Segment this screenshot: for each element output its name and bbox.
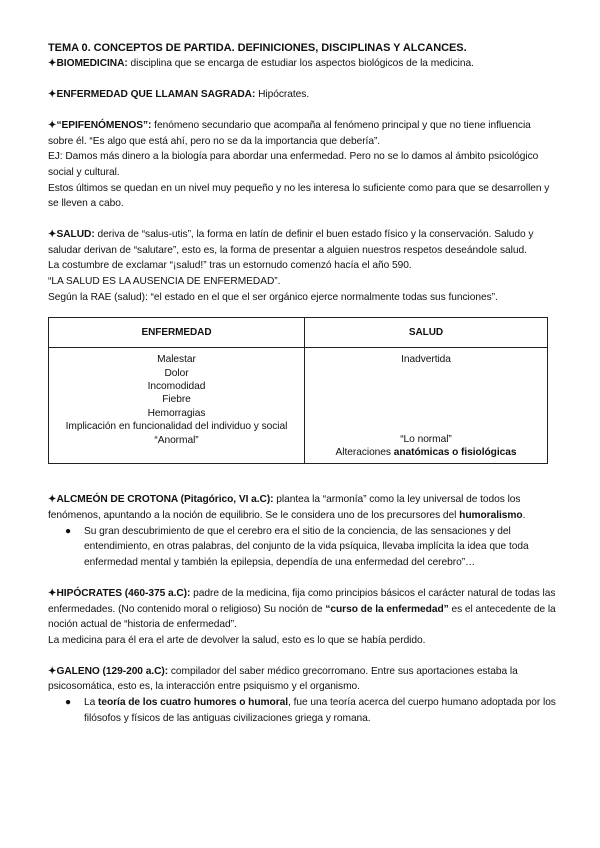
galeno-bullet-text: , fue una teoría acerca del cuerpo humano adoptada por los filósofos y físicos de las antiguas civilizaciones griega y romana. [84, 696, 556, 724]
epifenomenos-term: ✦“EPIFENÓMENOS”: [48, 120, 152, 132]
alcmeon-bullet-text: Su gran descubrimiento de que el cerebro era el sitio de la conciencia, de las sensaciones y del entendimiento, en otras palabras, del conjunto de la vida psíquica, llevaba implícita la idea que toda enfermedad mental y también la epilepsia, dependía de una enfermedad del cerebro”… [84, 525, 529, 568]
table-row [49, 348, 548, 464]
salud-alteraciones [311, 446, 541, 459]
salud-paragraph [48, 227, 558, 258]
list-item: Fiebre [162, 394, 191, 406]
salud-term: ✦SALUD: [48, 229, 95, 241]
galeno-paragraph [48, 664, 558, 695]
list-item: Hemorragias [147, 407, 206, 419]
list-item: “Anormal” [154, 434, 199, 446]
galeno-term: ✦GALENO (129-200 a.C): [48, 665, 169, 677]
list-item [65, 695, 558, 726]
hipocrates-text-2: es el antecedente de la noción actual de “historia de enfermedad”. [48, 603, 556, 631]
biomedicina-paragraph [48, 56, 558, 72]
cell-salud [305, 348, 548, 464]
list-item: Malestar [157, 354, 196, 366]
alcmeon-list [48, 524, 558, 571]
salud-text: deriva de “salus-utis”, la forma en latín de definir el buen estado físico y la conservación. Saludo y saludar derivan de “salutare”, esto es, la forma de presentar a alguien nuestros respetos deseándole salud. [48, 229, 534, 256]
list-item [65, 524, 558, 571]
alcmeon-text: plantea la “armonía” como la ley universal de todos los fenómenos, apuntando a la noción de equilibrio. Se le considera uno de los precursores del [48, 494, 521, 522]
list-item: Dolor [164, 367, 189, 379]
hipocrates-term: ✦HIPÓCRATES (460-375 a.C): [48, 587, 191, 599]
header-salud: SALUD [305, 318, 548, 348]
comparison-table [48, 317, 548, 464]
galeno-bullet-bold: teoría de los cuatro humores o humoral [98, 696, 289, 708]
alcmeon-paragraph [48, 492, 558, 523]
epifenomenos-extra: Estos últimos se quedan en un nivel muy pequeño y no les interesa lo suficiente como para que se desarrollen y se lleven a cabo. [48, 182, 550, 210]
salud-alt-bold: anatómicas o fisiológicas [393, 447, 517, 459]
document-page [48, 41, 558, 726]
salud-normal: “Lo normal” [400, 433, 452, 445]
biomedicina-term: ✦BIOMEDICINA: [48, 58, 128, 69]
bullet-icon: ● [65, 696, 72, 708]
cell-enfermedad [49, 348, 305, 464]
hipocrates-line-2: La medicina para él era el arte de devolver la salud, esto es lo que se había perdido. [48, 634, 426, 646]
galeno-bullet-prefix: La [84, 696, 99, 708]
galeno-text: compilador del saber médico grecorromano. Entre sus aportaciones estaba la psicosomática, esto es, la interacción entre psiquismo y el organismo. [48, 665, 518, 693]
galeno-list [48, 695, 558, 726]
salud-line-4: Según la RAE (salud): “el estado en el que el ser orgánico ejerce normalmente todas sus funciones”. [48, 291, 498, 303]
hipocrates-text: padre de la medicina, fija como principios básicos el carácter natural de todas las enfermedades. (No contenido moral o religioso) Su noción de [48, 587, 556, 615]
hipocrates-bold: “curso de la enfermedad” [325, 603, 449, 615]
alcmeon-end: . [522, 510, 526, 522]
header-enfermedad: ENFERMEDAD [49, 318, 305, 348]
sagrada-paragraph [48, 87, 558, 103]
bullet-icon: ● [65, 525, 72, 537]
hipocrates-paragraph [48, 586, 558, 633]
epifenomenos-example: EJ: Damos más dinero a la biología para abordar una enfermedad. Pero no se lo damos al ámbito psicológico social y cultural. [48, 151, 539, 178]
alcmeon-term: ✦ALCMEÓN DE CROTONA (Pitagórico, VI a.C): [48, 494, 274, 506]
page-title: TEMA 0. CONCEPTOS DE PARTIDA. DEFINICIONES, DISCIPLINAS Y ALCANCES. [48, 42, 467, 54]
salud-alt-prefix: Alteraciones [335, 447, 394, 459]
table-header-row [49, 318, 548, 348]
list-item: Implicación en funcionalidad del individuo y social [65, 421, 288, 433]
salud-line-3: “LA SALUD ES LA AUSENCIA DE ENFERMEDAD”. [48, 276, 281, 288]
list-item: Incomodidad [147, 381, 206, 393]
epifenomenos-paragraph [48, 118, 558, 149]
sagrada-text: Hipócrates. [255, 89, 310, 101]
sagrada-term: ✦ENFERMEDAD QUE LLAMAN SAGRADA: [48, 89, 256, 101]
salud-line-2: La costumbre de exclamar “¡salud!” tras un estornudo comenzó hacía el año 590. [48, 260, 412, 272]
biomedicina-text: disciplina que se encarga de estudiar los aspectos biológicos de la medicina. [127, 58, 474, 69]
epifenomenos-text: fenómeno secundario que acompaña al fenómeno principal y que no tiene influencia sobre él. “Es algo que está ahí, pero no se da la importancia que debería”. [48, 120, 531, 147]
alcmeon-bold: humoralismo [459, 510, 523, 522]
salud-inadvertida: Inadvertida [401, 354, 451, 366]
